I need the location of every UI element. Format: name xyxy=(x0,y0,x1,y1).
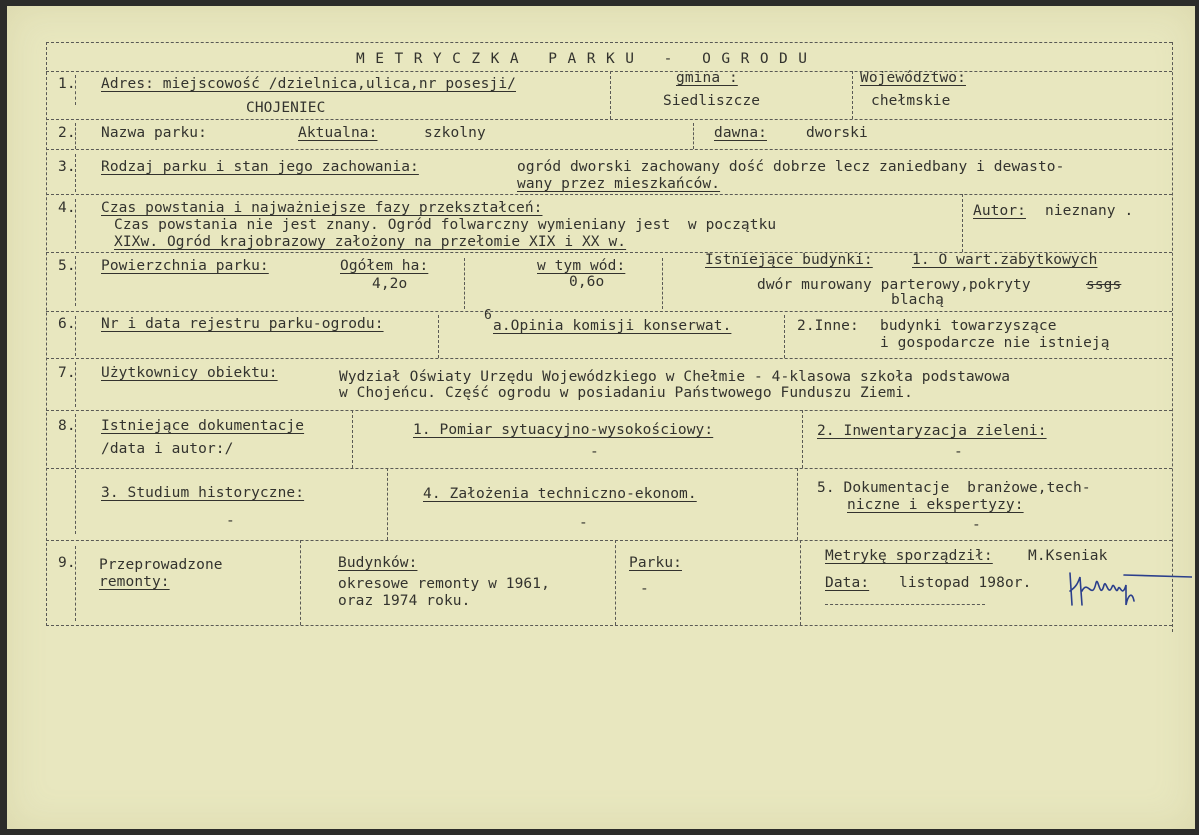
history-line1: Czas powstania nie jest znany. Ogród folwarczny wymieniany jest w początku xyxy=(114,217,777,233)
water-area-value: 0,6o xyxy=(569,274,605,290)
row-number-1: 1. xyxy=(58,76,76,92)
gmina-label: gmina : xyxy=(676,70,738,86)
expert-docs-value: - xyxy=(972,517,981,533)
signature-icon xyxy=(1062,561,1192,613)
park-renovations-value: - xyxy=(640,581,649,597)
technical-assumptions-label: 4. Założenia techniczno-ekonom. xyxy=(423,486,697,502)
renovations-label-cont: remonty: xyxy=(99,574,170,590)
survey-value: - xyxy=(590,444,599,460)
history-label: Czas powstania i najważniejsze fazy przekształceń: xyxy=(101,200,543,216)
technical-assumptions-value: - xyxy=(579,515,588,531)
prepared-by-value: M.Kseniak xyxy=(1028,548,1108,564)
voivodeship-value: chełmskie xyxy=(871,93,951,109)
survey-label: 1. Pomiar sytuacyjno-wysokościowy: xyxy=(413,422,714,438)
documentation-label: Istniejące dokumentacje xyxy=(101,418,305,434)
renovations-label: Przeprowadzone xyxy=(99,557,223,573)
building-renovations-line2: oraz 1974 roku. xyxy=(338,593,471,609)
park-name-label: Nazwa parku: xyxy=(101,125,207,141)
historical-study-value: - xyxy=(226,513,235,529)
row-number-2: 2. xyxy=(58,125,76,141)
park-type-value-line2: wany przez mieszkańców. xyxy=(517,176,721,192)
total-area-value: 4,2o xyxy=(372,276,408,292)
address-value: CHOJENIEC xyxy=(246,100,326,116)
row-number-9: 9. xyxy=(58,555,76,571)
row-number-8: 8. xyxy=(58,418,76,434)
park-type-label: Rodzaj parku i stan jego zachowania: xyxy=(101,159,419,175)
other-line2: i gospodarcze nie istnieją xyxy=(880,335,1110,351)
users-line2: w Chojeńcu. Część ogrodu w posiadaniu Państwowego Funduszu Ziemi. xyxy=(339,385,913,401)
date-value: listopad 198or. xyxy=(899,575,1032,591)
row-number-4: 4. xyxy=(58,200,76,216)
form-title: METRYCZKA PARKU - OGRODU xyxy=(356,51,818,67)
other-line1: budynki towarzyszące xyxy=(880,318,1057,334)
historical-study-label: 3. Studium historyczne: xyxy=(101,485,305,501)
other-label: 2.Inne: xyxy=(797,318,859,334)
current-name-value: szkolny xyxy=(424,125,486,141)
gmina-value: Siedliszcze xyxy=(663,93,761,109)
former-name-label: dawna: xyxy=(714,125,767,141)
opinion-number: 6 xyxy=(484,308,492,323)
park-type-value-line1: ogród dworski zachowany dość dobrze lecz zaniedbany i dewasto- xyxy=(517,159,1065,175)
author-value: nieznany . xyxy=(1045,203,1134,219)
buildings-label: Istniejące budynki: xyxy=(705,252,873,268)
buildings-line1: dwór murowany parterowy,pokryty xyxy=(757,277,1031,293)
current-name-label: Aktualna: xyxy=(298,125,378,141)
voivodeship-label: Województwo: xyxy=(860,70,966,86)
greenery-inventory-value: - xyxy=(954,444,963,460)
buildings-line2: blachą xyxy=(891,292,944,308)
users-line1: Wydział Oświaty Urzędu Wojewódzkiego w Chełmie - 4-klasowa szkoła podstawowa xyxy=(339,369,1011,385)
prepared-by-label: Metrykę sporządził: xyxy=(825,548,993,564)
buildings-struck-text: ssgs xyxy=(1086,277,1122,293)
former-name-value: dworski xyxy=(806,125,868,141)
expert-docs-label-cont: niczne i ekspertyzy: xyxy=(847,497,1024,513)
conservation-opinion-label: a.Opinia komisji konserwat. xyxy=(493,318,732,334)
signature-line xyxy=(825,604,985,605)
history-line2: XIXw. Ogród krajobrazowy założony na przełomie XIX i XX w. xyxy=(114,234,627,250)
water-area-label: w tym wód: xyxy=(537,258,626,274)
row-number-5: 5. xyxy=(58,258,76,274)
building-renovations-label: Budynków: xyxy=(338,555,418,571)
row-number-3: 3. xyxy=(58,159,76,175)
address-label: Adres: miejscowość /dzielnica,ulica,nr posesji/ xyxy=(101,76,516,92)
row-number-6: 6. xyxy=(58,316,76,332)
expert-docs-label: 5. Dokumentacje branżowe,tech- xyxy=(817,480,1091,496)
area-label: Powierzchnia parku: xyxy=(101,258,269,274)
date-label: Data: xyxy=(825,575,870,591)
documentation-label-sub: /data i autor:/ xyxy=(101,441,234,457)
building-renovations-line1: okresowe remonty w 1961, xyxy=(338,576,550,592)
register-label: Nr i data rejestru parku-ogrodu: xyxy=(101,316,384,332)
greenery-inventory-label: 2. Inwentaryzacja zieleni: xyxy=(817,423,1047,439)
users-label: Użytkownicy obiektu: xyxy=(101,365,278,381)
buildings-heading: 1. O wart.zabytkowych xyxy=(912,252,1098,268)
author-label: Autor: xyxy=(973,203,1026,219)
park-renovations-label: Parku: xyxy=(629,555,682,571)
row-number-7: 7. xyxy=(58,365,76,381)
total-area-label: Ogółem ha: xyxy=(340,258,429,274)
